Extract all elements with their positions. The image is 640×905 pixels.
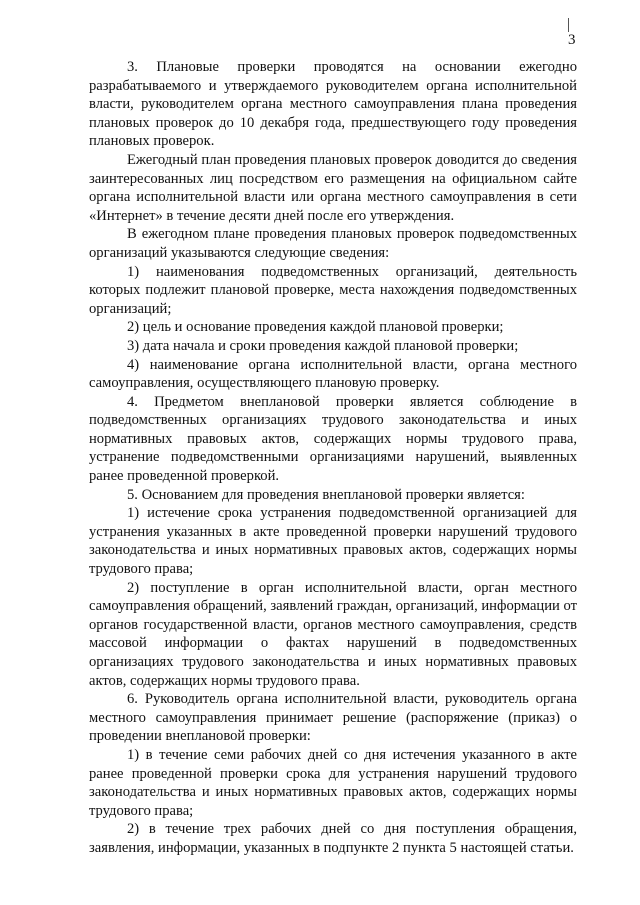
list-item-6-2: 2) в течение трех рабочих дней со дня поступления обращения, заявления, информации, указанных в подпункте 2 пункта 5 настоящей статьи. — [89, 821, 577, 856]
page-mark-line — [568, 18, 569, 32]
list-item-3-4: 4) наименование органа исполнительной власти, органа местного самоуправления, осуществляющего плановую проверку. — [89, 356, 577, 392]
list-item-3-1: 1) наименования подведомственных организаций, деятельность которых подлежит плановой проверке, места нахождения подведомственных организаций; — [89, 263, 577, 317]
paragraph-4: 4. Предметом внеплановой проверки является соблюдение в подведомственных организациях трудового законодательства и иных нормативных правовых актов, содержащих нормы трудового права, устранение подведомственными организациями нарушений, выявленных ранее проведенной проверкой. — [89, 393, 577, 485]
paragraph-5: 5. Основанием для проведения внеплановой проверки является: — [127, 486, 525, 503]
list-item-6-1: 1) в течение семи рабочих дней со дня истечения указанного в акте ранее проведенной проверки срока для устранения нарушений трудового законодательства и иных нормативных правовых актов, содержащих нормы трудового права; — [89, 746, 577, 819]
paragraph-6: 6. Руководитель органа исполнительной власти, руководитель органа местного самоуправления принимает решение (распоряжение (приказ) о проведении внеплановой проверки: — [89, 691, 577, 745]
list-item-3-3: 3) дата начала и сроки проведения каждой плановой проверки; — [127, 337, 519, 354]
document-body — [89, 58, 577, 858]
paragraph-plan-contents: В ежегодном плане проведения плановых проверок подведомственных организаций указываются следующие сведения: — [89, 226, 577, 261]
page-number: 3 — [568, 32, 576, 48]
paragraph-3: 3. Плановые проверки проводятся на основании ежегодно разрабатываемого и утверждаемого руководителем органа исполнительной власти, руководителем органа местного самоуправления плана проведения плановых проверок до 10 декабря года, предшествующего году проведения плановых проверок. — [89, 59, 577, 150]
list-item-5-1: 1) истечение срока устранения подведомственной организацией для устранения указанных в акте проведенной проверки нарушений трудового законодательства и иных нормативных правовых актов, содержащих нормы трудового права; — [89, 505, 577, 578]
list-item-5-2: 2) поступление в орган исполнительной власти, орган местного самоуправления обращений, заявлений граждан, организаций, информации от органов государственной власти, органов местного самоуправления, средств массовой информации о фактах нарушений в подведомственных организациях трудового законодательства и иных нормативных правовых актов, содержащих нормы трудового права. — [89, 579, 577, 689]
list-item-3-2: 2) цель и основание проведения каждой плановой проверки; — [127, 319, 504, 336]
paragraph-annual-plan: Ежегодный план проведения плановых проверок доводится до сведения заинтересованных лиц посредством его размещения на официальном сайте органа исполнительной власти или органа местного самоуправления в сети «Интернет» в течение десяти дней после его утверждения. — [89, 151, 577, 224]
